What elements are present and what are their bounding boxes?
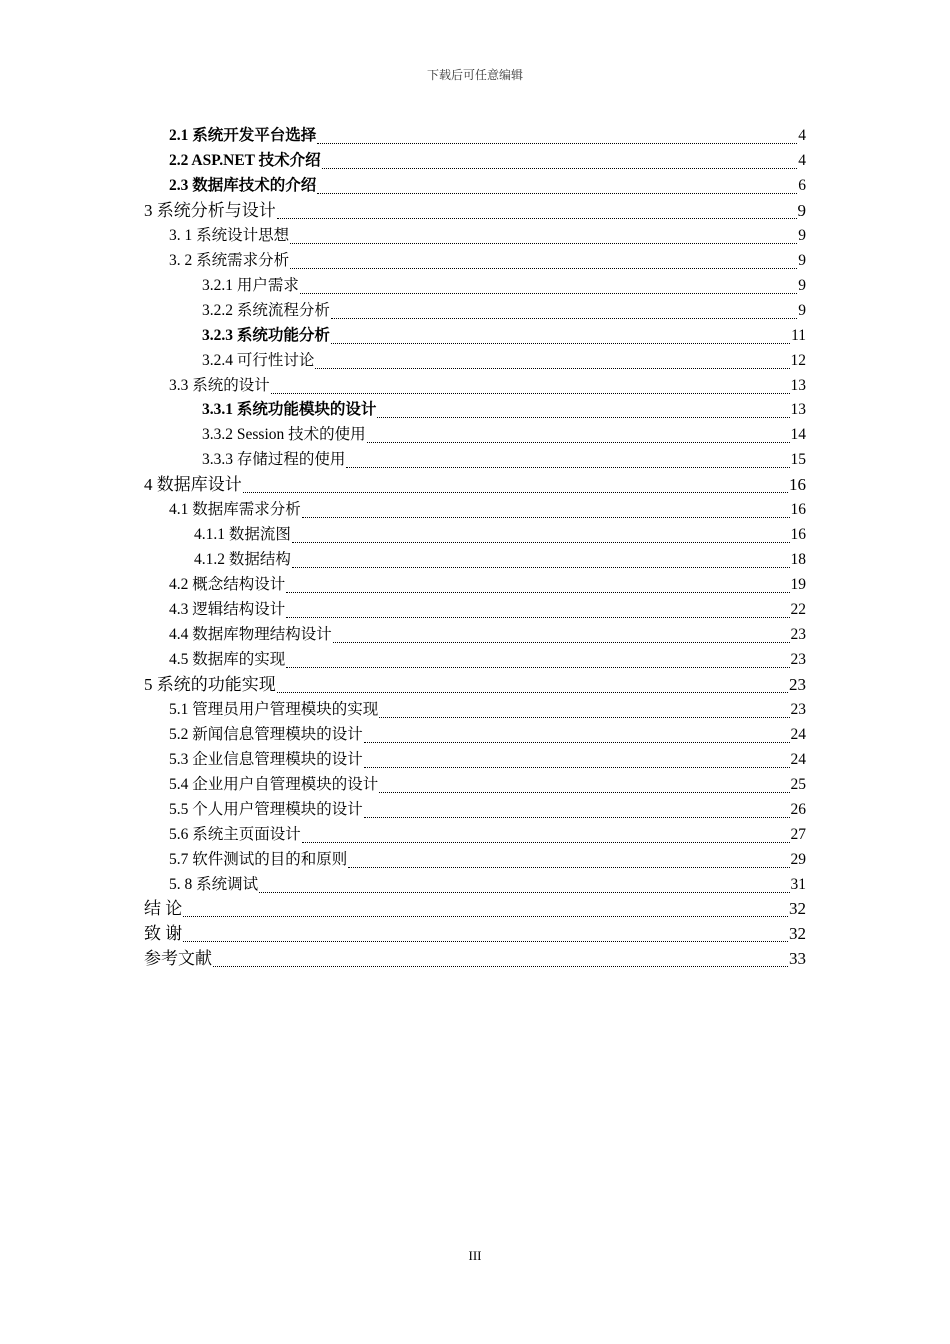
dot-leader [213, 965, 788, 967]
dot-leader [379, 791, 789, 793]
dot-leader [331, 342, 790, 344]
dot-leader [292, 541, 790, 543]
toc-entry-page: 9 [798, 276, 806, 294]
toc-entry-page: 32 [789, 899, 806, 919]
dot-leader [348, 866, 789, 868]
toc-entry-page: 15 [790, 451, 806, 469]
toc-entry-title: 3.2.1 用户需求 [202, 276, 299, 294]
toc-entry-title: 5.6 系统主页面设计 [169, 825, 301, 843]
dot-leader [377, 416, 789, 418]
toc-entry[interactable] [169, 873, 806, 897]
toc-entry-title: 3.2.2 系统流程分析 [202, 301, 330, 319]
toc-entry-title: 3.3 系统的设计 [169, 376, 270, 394]
toc-entry-title: 5.5 个人用户管理模块的设计 [169, 800, 363, 818]
toc-entry-page: 6 [798, 176, 806, 194]
toc-entry[interactable] [144, 897, 806, 921]
toc-entry-page: 23 [789, 674, 806, 694]
toc-entry-title: 5.7 软件测试的目的和原则 [169, 850, 348, 868]
dot-leader [277, 691, 788, 693]
dot-leader [333, 641, 790, 643]
dot-leader [364, 741, 790, 743]
dot-leader [367, 441, 790, 443]
toc-entry-page: 9 [798, 226, 806, 244]
toc-entry-page: 31 [790, 875, 806, 893]
toc-entry[interactable] [169, 174, 806, 198]
toc-entry-title: 2.2 ASP.NET 技术介绍 [169, 151, 321, 169]
toc-entry-title: 4.2 概念结构设计 [169, 576, 286, 594]
toc-entry-page: 4 [798, 127, 806, 144]
toc-entry-page: 13 [790, 376, 806, 394]
toc-entry-title: 5.3 企业信息管理模块的设计 [169, 750, 363, 768]
dot-leader [183, 915, 788, 917]
toc-entry-title: 4.1.2 数据结构 [194, 551, 291, 569]
dot-leader [286, 666, 789, 668]
dot-leader [183, 940, 788, 942]
dot-leader [302, 841, 790, 843]
toc-entry[interactable] [194, 523, 806, 547]
toc-entry-title: 3.2.4 可行性讨论 [202, 351, 315, 369]
toc-entry-page: 18 [790, 551, 806, 569]
toc-entry-page: 24 [790, 725, 806, 743]
dot-leader [379, 716, 789, 718]
toc-entry-page: 22 [790, 601, 806, 619]
toc-entry[interactable] [169, 249, 806, 273]
toc-entry[interactable] [169, 224, 806, 248]
page-header: 下载后可任意编辑 [426, 68, 523, 82]
toc-entry-title: 结 论 [144, 899, 183, 919]
dot-leader [277, 217, 797, 219]
dot-leader [364, 766, 790, 768]
toc-entry[interactable] [169, 773, 806, 797]
dot-leader [364, 816, 790, 818]
toc-entry-page: 11 [791, 326, 806, 344]
toc-entry[interactable] [169, 698, 806, 722]
dot-leader [292, 566, 790, 568]
toc-entry[interactable] [169, 823, 806, 847]
dot-leader [317, 192, 797, 194]
toc-entry-title: 3.2.3 系统功能分析 [202, 326, 330, 344]
toc-entry-page: 33 [789, 949, 806, 969]
toc-entry-page: 19 [790, 576, 806, 594]
toc-entry[interactable] [169, 374, 806, 398]
toc-entry[interactable] [194, 548, 806, 572]
dot-leader [290, 242, 797, 244]
toc-entry-title: 3. 2 系统需求分析 [169, 251, 290, 269]
toc-entry-title: 4.3 逻辑结构设计 [169, 601, 286, 619]
toc-entry-title: 3. 1 系统设计思想 [169, 226, 290, 244]
toc-entry-page: 24 [790, 750, 806, 768]
toc-entry-page: 32 [789, 924, 806, 944]
toc-entry[interactable] [144, 947, 806, 971]
dot-leader [243, 491, 788, 493]
toc-entry-page: 27 [790, 825, 806, 843]
toc-entry[interactable] [169, 598, 806, 622]
toc-entry-title: 3.3.3 存储过程的使用 [202, 451, 346, 469]
toc-entry[interactable] [169, 723, 806, 747]
dot-leader [259, 891, 789, 893]
dot-leader [271, 392, 790, 394]
toc-entry-page: 26 [790, 800, 806, 818]
dot-leader [317, 142, 797, 144]
toc-entry-page: 16 [789, 475, 806, 495]
toc-entry-title: 5.2 新闻信息管理模块的设计 [169, 725, 363, 743]
toc-entry[interactable] [169, 748, 806, 772]
toc-entry-title: 致 谢 [144, 924, 183, 944]
toc-entry-title: 3.3.1 系统功能模块的设计 [202, 401, 377, 419]
toc-entry[interactable] [144, 199, 806, 223]
toc-entry-title: 4.4 数据库物理结构设计 [169, 626, 332, 643]
toc-entry-title: 5.4 企业用户自管理模块的设计 [169, 775, 379, 793]
toc-entry-page: 12 [790, 351, 806, 369]
toc-entry-page: 25 [790, 775, 806, 793]
toc-entry[interactable] [202, 274, 806, 298]
toc-entry-page: 23 [790, 650, 806, 668]
dot-leader [315, 367, 789, 369]
dot-leader [322, 167, 798, 169]
toc-entry[interactable] [169, 798, 806, 822]
toc-entry[interactable] [144, 922, 806, 946]
toc-entry-page: 4 [798, 151, 806, 169]
dot-leader [286, 616, 789, 618]
toc-entry[interactable] [169, 149, 806, 173]
toc-entry[interactable] [202, 423, 806, 447]
toc-entry[interactable] [144, 473, 806, 497]
toc-entry-page: 9 [797, 200, 806, 220]
toc-entry[interactable] [169, 498, 806, 522]
toc-entry-title: 4.1.1 数据流图 [194, 526, 291, 544]
dot-leader [331, 317, 797, 319]
toc-entry-title: 5.1 管理员用户管理模块的实现 [169, 700, 379, 718]
toc-entry[interactable] [144, 673, 806, 697]
toc-entry-title: 参考文献 [144, 949, 212, 969]
toc-entry-title: 4.1 数据库需求分析 [169, 501, 301, 519]
toc-entry-title: 5 系统的功能实现 [144, 674, 276, 694]
toc-entry-title: 4.5 数据库的实现 [169, 650, 286, 668]
toc-entry[interactable] [202, 324, 806, 348]
toc-entry-page: 14 [790, 426, 806, 444]
toc-entry[interactable] [169, 573, 806, 597]
page-number: III [468, 1248, 482, 1263]
dot-leader [290, 267, 797, 269]
toc-entry-title: 2.3 数据库技术的介绍 [169, 176, 317, 194]
toc-entry[interactable] [202, 448, 806, 472]
toc-entry-page: 23 [790, 626, 806, 643]
toc-entry-page: 29 [790, 850, 806, 868]
toc-entry[interactable] [202, 299, 806, 323]
toc-entry[interactable] [202, 398, 806, 422]
toc-entry-title: 5. 8 系统调试 [169, 875, 259, 893]
dot-leader [286, 591, 789, 593]
toc-entry[interactable] [169, 648, 806, 672]
toc-entry-page: 13 [790, 401, 806, 419]
toc-entry-page: 9 [798, 251, 806, 269]
toc-entry-title: 2.1 系统开发平台选择 [169, 127, 317, 144]
toc-entry[interactable] [169, 848, 806, 872]
dot-leader [300, 292, 797, 294]
toc-entry[interactable] [169, 124, 806, 148]
toc-entry-page: 9 [798, 301, 806, 319]
dot-leader [346, 466, 789, 468]
toc-entry-title: 3.3.2 Session 技术的使用 [202, 426, 366, 444]
toc-entry-page: 23 [790, 700, 806, 718]
toc-entry-title: 3 系统分析与设计 [144, 200, 276, 220]
toc-entry-page: 16 [790, 526, 806, 544]
toc-entry-title: 4 数据库设计 [144, 475, 242, 495]
toc-entry[interactable] [202, 349, 806, 373]
toc-entry-page: 16 [790, 501, 806, 519]
toc-entry[interactable] [169, 623, 806, 647]
dot-leader [302, 516, 790, 518]
